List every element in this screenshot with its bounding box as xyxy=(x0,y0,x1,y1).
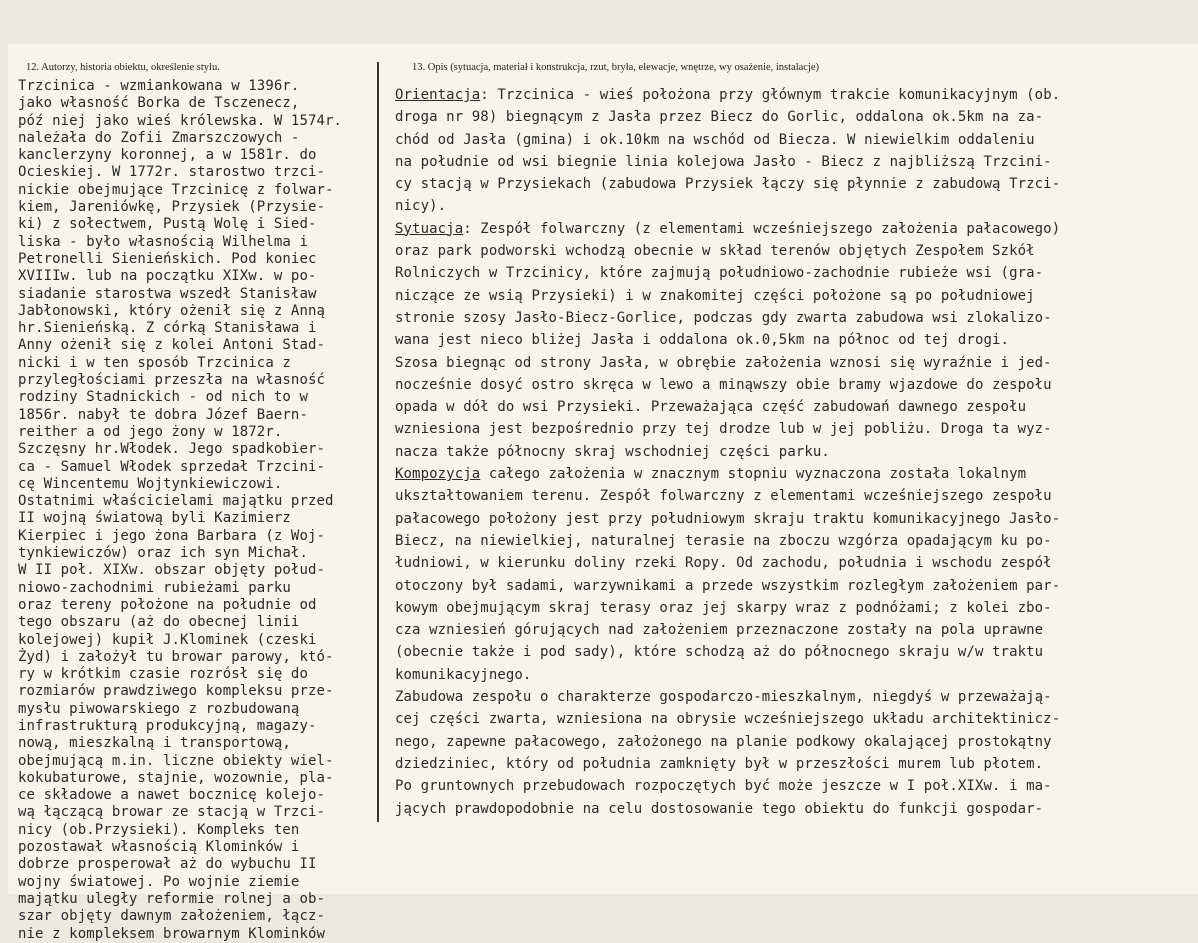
history-line: siadanie starostwa wszedł Stanisław xyxy=(18,285,317,302)
description-text: Biecz, na niewielkiej, naturalnej terasie na zboczu wzgórza opadającym ku po- xyxy=(395,532,1052,549)
description-text: Szosa biegnąc od strony Jasła, w obrębie założenia wznosi się wyraźnie i jed- xyxy=(395,354,1052,371)
description-text-column xyxy=(395,84,1195,820)
section-heading: Sytuacja xyxy=(395,220,464,237)
history-line: jako własność Borka de Tsczenecz, xyxy=(18,95,300,112)
history-line: majątku uległy reformie rolnej a ob- xyxy=(18,890,326,907)
description-line xyxy=(395,597,1195,619)
history-line: nie z kompleksem browarnym Klominków xyxy=(18,925,326,942)
description-text: wana jest nieco bliżej Jasła i oddalona ok.0,5km na północ od tej drogi. xyxy=(395,332,1010,349)
history-line: kiem, Jareniówkę, Przysiek (Przysie- xyxy=(18,199,326,216)
description-text: (obecnie także i pod sady), które schodzą aż do północnego skraju w/w traktu xyxy=(395,644,1044,661)
description-text: komunikacyjnego. xyxy=(395,666,532,683)
description-line xyxy=(395,352,1195,374)
history-line: rodziny Stadnickich - od nich to w xyxy=(18,389,308,406)
description-line xyxy=(395,753,1195,775)
description-line xyxy=(395,307,1195,329)
description-text: oraz park podworski wchodzą obecnie w skład terenów objętych Zespołem Szkół xyxy=(395,243,1035,260)
history-line: II wojną światową byli Kazimierz xyxy=(18,510,291,527)
history-line: Ostatnimi właścicielami majątku przed xyxy=(18,493,334,510)
history-line: pozostawał własnością Klominków i xyxy=(18,839,300,856)
description-line xyxy=(395,329,1195,351)
history-line: kanclerzyny koronnej, a w 1581r. do xyxy=(18,147,317,164)
history-line: nicki i w ten sposób Trzcinica z xyxy=(18,354,291,371)
history-text-column xyxy=(18,78,390,943)
history-line: ce składowe a nawet bocznicę kolejo- xyxy=(18,787,326,804)
history-line: kolejowej) kupił J.Klominek (czeski xyxy=(18,631,317,648)
description-line xyxy=(395,129,1195,151)
history-line: Trzcinica - wzmiankowana w 1396r. xyxy=(18,78,300,94)
description-line xyxy=(395,195,1195,217)
description-line xyxy=(395,106,1195,128)
description-line xyxy=(395,463,1195,485)
description-text: : Trzcinica - wieś położona przy głównym trakcie komunikacyjnym (ob. xyxy=(480,87,1061,103)
description-text: cy stacją w Przysiekach (zabudowa Przysiek łączy się płynnie z zabudową Trzci- xyxy=(395,176,1061,193)
history-line: 1856r. nabył te dobra Józef Baern- xyxy=(18,406,308,423)
description-text: nacza także północny skraj wschodniej części parku. xyxy=(395,443,830,460)
history-line: Jabłonowski, który ożenił się z Anną xyxy=(18,302,326,319)
description-text: : Zespół folwarczny (z elementami wcześniejszego założenia pałacowego) xyxy=(463,220,1061,237)
history-line: tynkiewiczów) oraz ich syn Michał. xyxy=(18,545,308,562)
description-line xyxy=(395,374,1195,396)
description-text: całego założenia w znacznym stopniu wyznaczona została lokalnym xyxy=(480,466,1027,483)
history-line: infrastrukturą produkcyjną, magazy- xyxy=(18,717,317,734)
description-text: łudniowi, w kierunku doliny rzeki Ropy. Od zachodu, południa i wschodu zespół xyxy=(395,555,1052,572)
history-line: liska - było własnością Wilhelma i xyxy=(18,233,308,250)
description-text: kowym obejmującym skraj terasy oraz jej skarpy wraz z podnóżami; z kolei zbo- xyxy=(395,599,1052,616)
description-line xyxy=(395,798,1195,820)
description-line xyxy=(395,575,1195,597)
history-line: obejmującą m.in. liczne obiekty wiel- xyxy=(18,752,334,769)
history-line: ki) z sołectwem, Pustą Wolę i Sied- xyxy=(18,216,317,233)
description-line xyxy=(395,686,1195,708)
description-text: droga nr 98) biegnącym z Jasła przez Biecz do Gorlic, oddalona ok.5km na za- xyxy=(395,109,1044,126)
description-text: cej części zwarta, wzniesiona na obrysie wcześniejszego układu architektinicz- xyxy=(395,711,1061,728)
description-line xyxy=(395,641,1195,663)
description-text: Zabudowa zespołu o charakterze gospodarczo-mieszkalnym, niegdyś w przeważają- xyxy=(395,689,1052,706)
description-text: ukształtowaniem terenu. Zespół folwarczny z elementami wcześniejszego zespołu xyxy=(395,488,1052,505)
history-line: Anny ożenił się z kolei Antoni Stad- xyxy=(18,337,326,354)
description-line xyxy=(395,619,1195,641)
section-12-header: 12. Autorzy, historia obiektu, określenie stylu. xyxy=(26,62,220,73)
description-text: na południe od wsi biegnie linia kolejowa Jasło - Biecz z najbliższą Trzcini- xyxy=(395,153,1052,170)
history-line: wą łączącą browar ze stacją w Trzci- xyxy=(18,804,326,821)
history-line: Szczęsny hr.Włodek. Jego spadkobier- xyxy=(18,441,326,458)
description-text: niczące ze wsią Przysieki) i w znakomitej części położone są po południowej xyxy=(395,287,1035,304)
description-text: stronie szosy Jasło-Biecz-Gorlice, podczas gdy zwarta zabudowa wsi zlokalizo- xyxy=(395,309,1052,326)
description-text: Po gruntownych przebudowach rozpoczętych być może jeszcze w I poł.XIXw. i ma- xyxy=(395,778,1052,795)
history-line: hr.Sienieńską. Z córką Stanisława i xyxy=(18,320,317,337)
description-line xyxy=(395,285,1195,307)
description-text: otoczony był sadami, warzywnikami a przede wszystkim rozległym założeniem par- xyxy=(395,577,1061,594)
description-line xyxy=(395,173,1195,195)
description-line xyxy=(395,708,1195,730)
history-line: Petronelli Sienieńskich. Pod koniec xyxy=(18,250,317,267)
history-line: ry w krótkim czasie rozrósł się do xyxy=(18,666,308,683)
history-line: przyległościami przeszła na własność xyxy=(18,372,326,389)
section-heading: Orientacja xyxy=(395,87,481,103)
description-text: nocześnie dosyć ostro skręca w lewo a minąwszy obie bramy wjazdowe do zespołu xyxy=(395,376,1052,393)
history-line: szar objęty dawnym założeniem, łącz- xyxy=(18,908,326,925)
description-text: dziedziniec, który od południa zamknięty był w przeszłości murem lub płotem. xyxy=(395,755,1044,772)
history-line: W II poł. XIXw. obszar objęty połud- xyxy=(18,562,326,579)
history-line: reither a od jego żony w 1872r. xyxy=(18,423,283,440)
history-line: Kierpiec i jego żona Barbara (z Woj- xyxy=(18,527,326,544)
history-line: póź niej jako wieś królewska. W 1574r. xyxy=(18,112,343,129)
description-line xyxy=(395,530,1195,552)
description-line xyxy=(395,731,1195,753)
section-heading: Kompozycja xyxy=(395,466,481,483)
description-text: opada w dół do wsi Przysieki. Przeważająca część zabudowań dawnego zespołu xyxy=(395,399,1027,416)
description-line xyxy=(395,508,1195,530)
description-line xyxy=(395,218,1195,240)
description-text: chód od Jasła (gmina) i ok.10km na wschód od Biecza. W niewielkim oddaleniu xyxy=(395,131,1035,148)
history-line: należała do Zofii Zmarszczowych - xyxy=(18,129,300,146)
history-line: Żyd) i założył tu browar parowy, któ- xyxy=(18,648,334,665)
description-line xyxy=(395,240,1195,262)
description-text: jących prawdopodobnie na celu dostosowanie tego obiektu do funkcji gospodar- xyxy=(395,800,1044,817)
description-line xyxy=(395,664,1195,686)
history-line: wojny światowej. Po wojnie ziemie xyxy=(18,873,300,890)
description-line xyxy=(395,84,1195,106)
history-line: oraz tereny położone na południe od xyxy=(18,596,317,613)
history-line: ca - Samuel Włodek sprzedał Trzcini- xyxy=(18,458,326,475)
description-line xyxy=(395,151,1195,173)
section-13-header: 13. Opis (sytuacja, materiał i konstrukcja, rzut, bryła, elewacje, wnętrze, wy osażenie, instalacje) xyxy=(412,62,820,73)
description-line xyxy=(395,418,1195,440)
history-line: tego obszaru (aż do obecnej linii xyxy=(18,614,300,631)
history-line: rozmiarów prawdziwego kompleksu prze- xyxy=(18,683,334,700)
history-line: cę Wincentemu Wojtynkiewiczowi. xyxy=(18,475,283,492)
description-line xyxy=(395,441,1195,463)
description-line xyxy=(395,485,1195,507)
description-text: nicy). xyxy=(395,198,447,215)
history-line: Ocieskiej. W 1772r. starostwo trzci- xyxy=(18,164,326,181)
description-text: cza wzniesień górujących nad założeniem przeznaczone zostały na pola uprawne xyxy=(395,622,1044,639)
history-line: mysłu piwowarskiego z rozbudowaną xyxy=(18,700,300,717)
history-line: nicy (ob.Przysieki). Kompleks ten xyxy=(18,821,300,838)
description-text: wzniesiona jest bezpośrednio przy tej drodze lub w jej pobliżu. Droga ta wyz- xyxy=(395,421,1052,438)
description-line xyxy=(395,552,1195,574)
description-line xyxy=(395,775,1195,797)
history-line: nickie obejmujące Trzcinicę z folwar- xyxy=(18,181,334,198)
description-line xyxy=(395,396,1195,418)
history-line: XVIIIw. lub na początku XIXw. w po- xyxy=(18,268,317,285)
description-text: nego, zapewne pałacowego, założonego na planie podkowy okalającej prostokątny xyxy=(395,733,1052,750)
description-text: Rolniczych w Trzcinicy, które zajmują południowo-zachodnie rubieże wsi (gra- xyxy=(395,265,1044,282)
description-text: pałacowego położony jest przy południowym skraju traktu komunikacyjnego Jasło- xyxy=(395,510,1061,527)
history-line: niowo-zachodnimi rubieżami parku xyxy=(18,579,291,596)
description-line xyxy=(395,262,1195,284)
history-line: nową, mieszkalną i transportową, xyxy=(18,735,291,752)
history-line: kokubaturowe, stajnie, wozownie, pla- xyxy=(18,769,334,786)
history-line: dobrze prosperował aż do wybuchu II xyxy=(18,856,317,873)
